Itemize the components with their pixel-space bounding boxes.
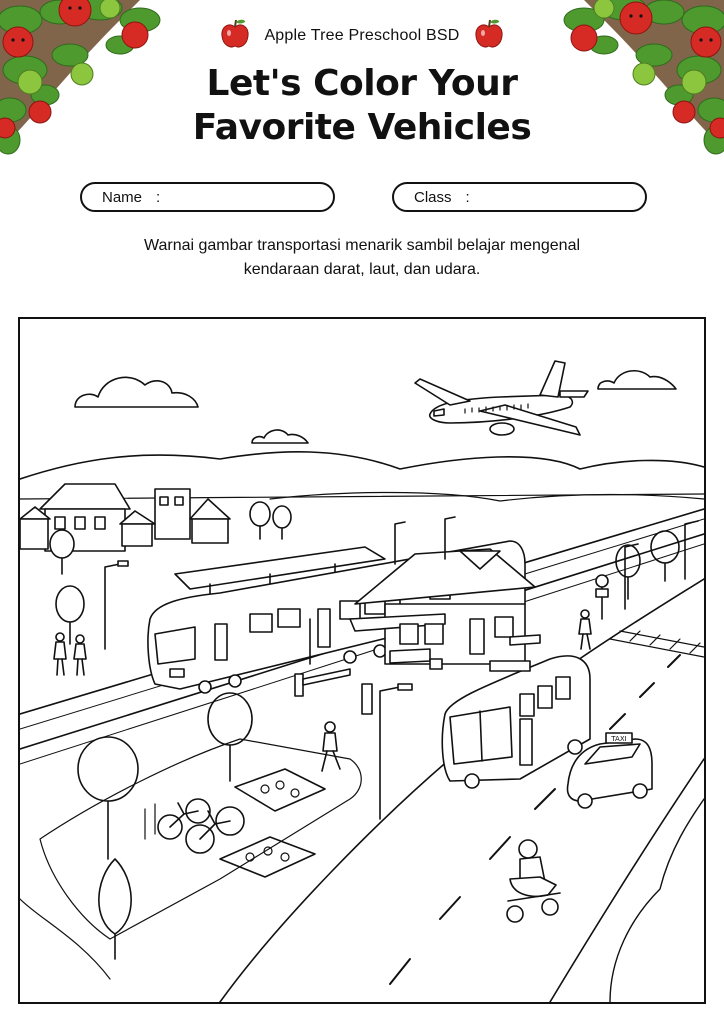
road-signs [596,575,608,619]
school-name: Apple Tree Preschool BSD [264,27,460,44]
apple-icon [220,18,250,54]
scooter [507,840,560,922]
title-line-2: Favorite Vehicles [192,107,532,148]
apple-icon [474,18,504,54]
class-field[interactable] [392,182,647,212]
school-header [0,18,724,54]
cloud-right [598,371,676,389]
page-title [0,62,724,150]
instructions [62,234,662,282]
instructions-line-1: Warnai gambar transportasi menarik sambil belajar mengenal [143,237,581,254]
bicycles [145,799,244,853]
class-colon: : [465,188,470,206]
name-label: Name [102,188,143,206]
cloud-small [252,430,308,443]
hills [20,452,704,479]
barrier-gate [295,669,372,714]
taxi-sign: TAXI [611,735,627,743]
class-label: Class [414,188,452,206]
cloud-left [75,377,198,407]
planters [220,769,325,877]
title-line-1: Let's Color Your [206,63,518,104]
instructions-line-2: kendaraan darat, laut, dan udara. [243,261,481,278]
name-field[interactable] [80,182,335,212]
bus [442,656,590,788]
airplane [415,361,588,435]
coloring-illustration [18,317,706,1004]
name-colon: : [156,188,161,206]
